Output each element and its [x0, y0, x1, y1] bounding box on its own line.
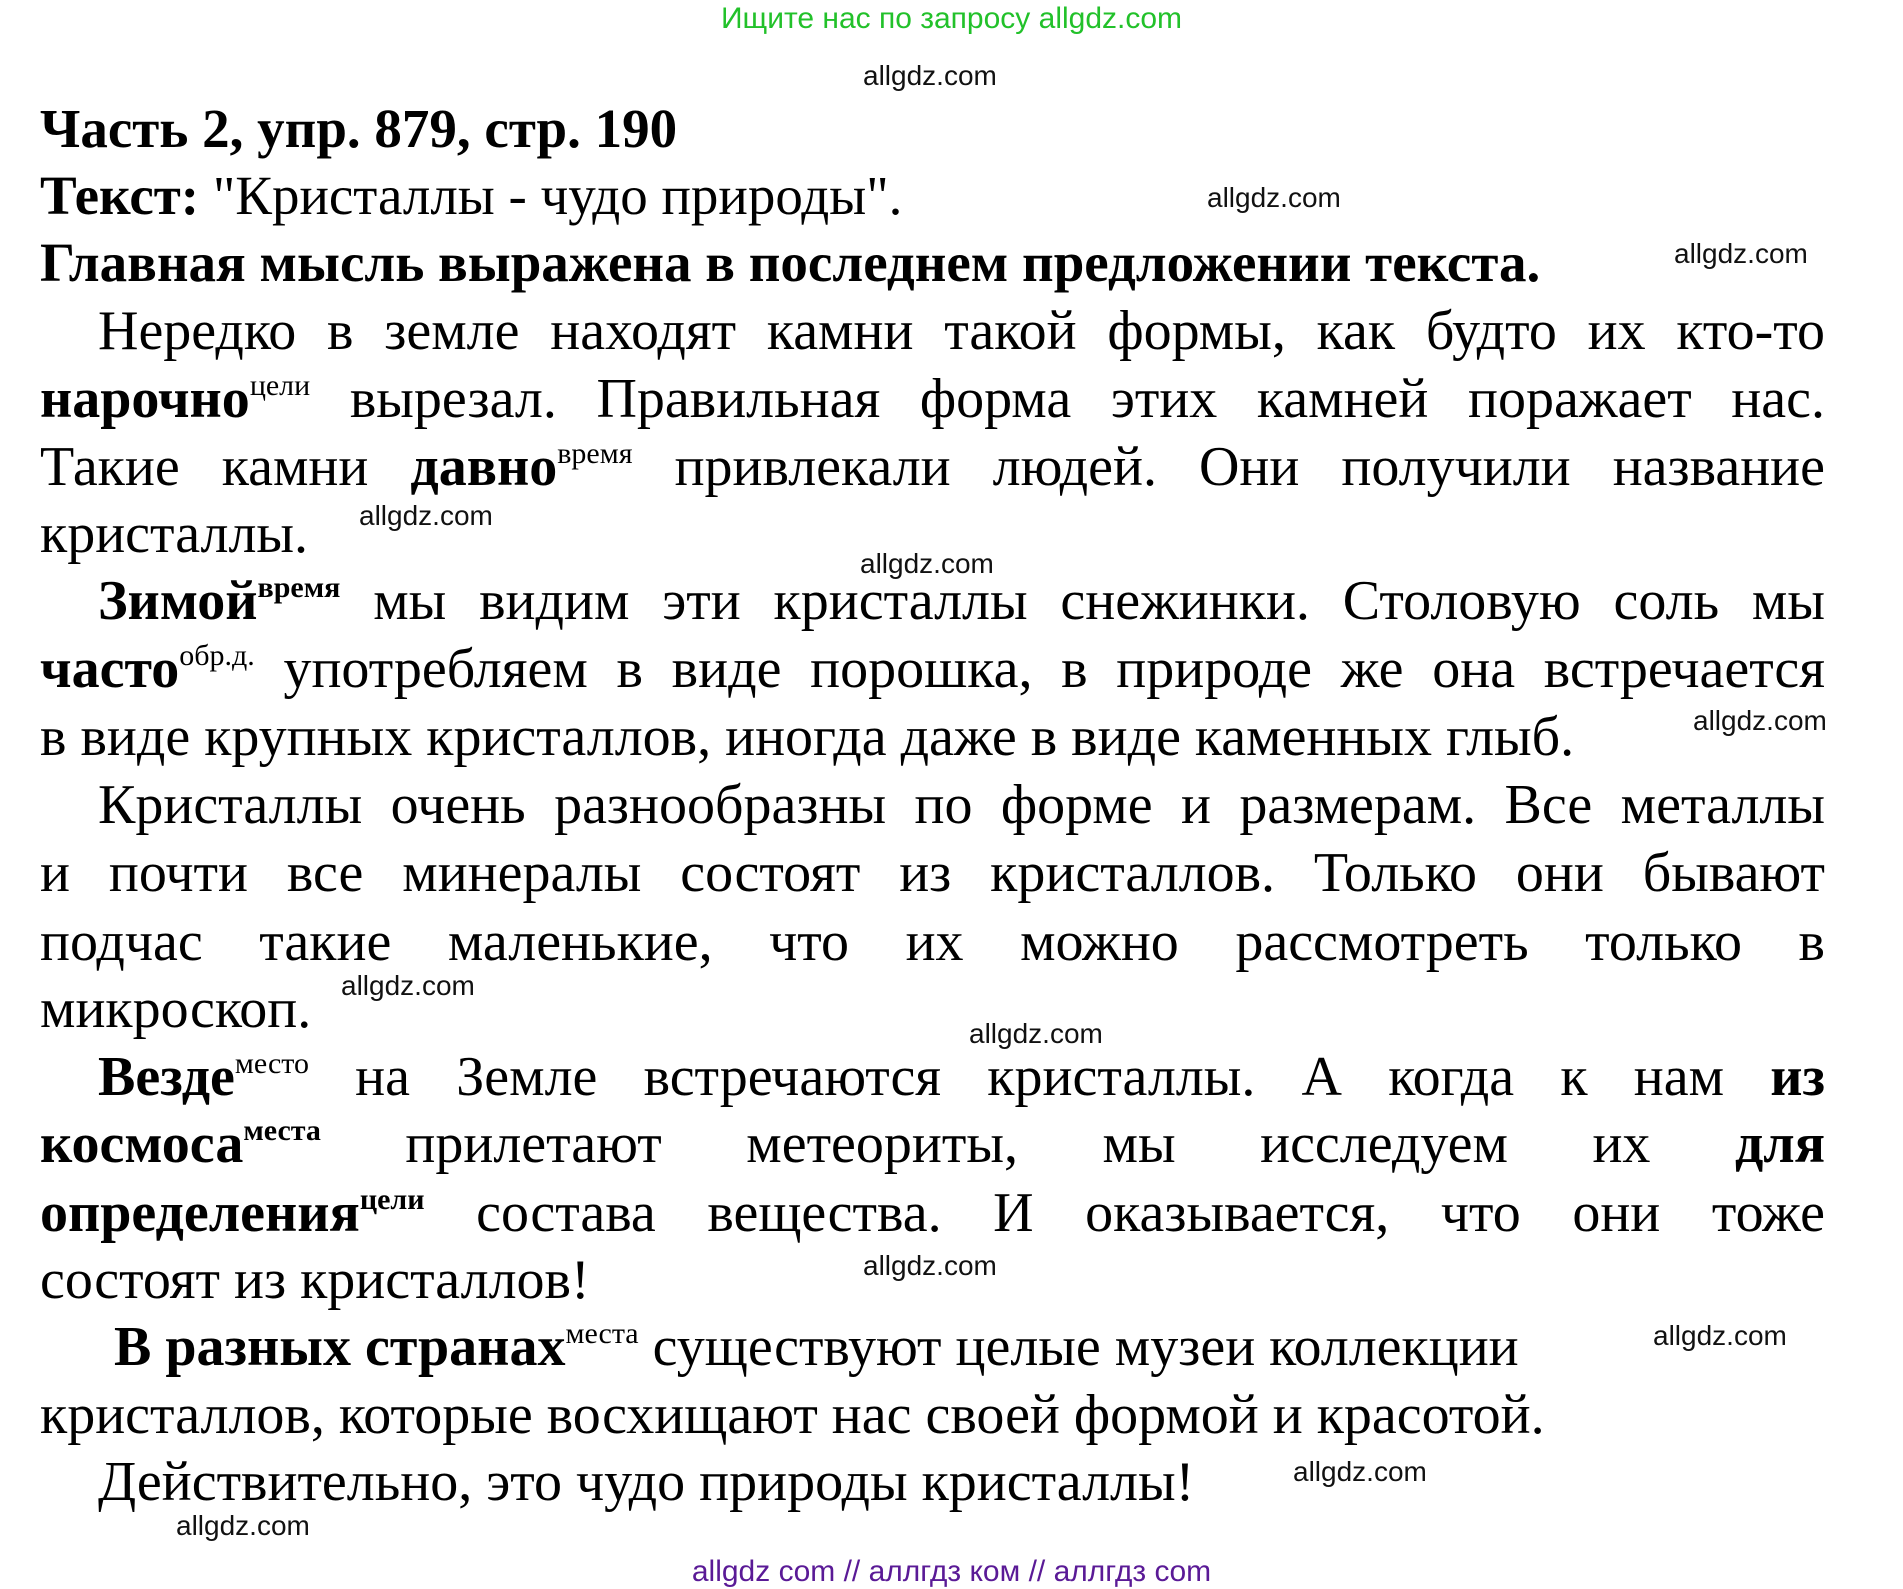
text-name: "Кристаллы - чудо природы". [199, 165, 903, 226]
text-line [40, 1179, 1825, 1247]
watermark: allgdz.com [341, 970, 475, 1001]
watermark: allgdz.com [863, 60, 997, 91]
text-line [40, 975, 1825, 1043]
watermark: allgdz.com [1693, 705, 1827, 736]
text-line [114, 1313, 1825, 1381]
highlighted-word: из [1770, 1046, 1825, 1108]
highlighted-word: нарочно [40, 368, 250, 430]
text-segment: Кристаллы очень разнообразны по форме и размерам. Все металлы [98, 774, 1825, 836]
text-segment: кристаллы. [40, 503, 309, 565]
highlighted-word: космоса [40, 1113, 244, 1175]
highlighted-word: для [1734, 1113, 1825, 1175]
syntactic-annotation: цели [249, 369, 311, 402]
highlighted-word: Зимой [98, 570, 258, 632]
title-text: Часть 2, упр. 879, стр. 190 [40, 98, 678, 159]
watermark: allgdz.com [860, 548, 994, 579]
page-title [40, 95, 677, 163]
text-line [98, 1043, 1825, 1111]
text-label: Текст: [40, 165, 200, 226]
text-line [40, 635, 1825, 703]
text-title [40, 162, 902, 230]
syntactic-annotation: места [565, 1317, 639, 1350]
text-segment: в виде крупных кристаллов, иногда даже в виде каменных глыб. [40, 706, 1575, 768]
text-line [98, 297, 1825, 365]
promo-banner-top[interactable]: Ищите нас по запросу allgdz.com [720, 2, 1183, 35]
watermark: allgdz.com [1674, 238, 1808, 269]
text-line [98, 771, 1825, 839]
text-segment: существуют целые музеи коллекции [638, 1316, 1519, 1378]
text-segment: на Земле встречаются кристаллы. А когда к нам [308, 1046, 1771, 1108]
text-segment: употребляем в виде порошка, в природе же она встречается [254, 638, 1825, 700]
watermark: allgdz.com [359, 500, 493, 531]
main-idea-text: Главная мысль выражена в последнем предложении текста. [40, 232, 1541, 293]
watermark: allgdz.com [1293, 1456, 1427, 1487]
highlighted-word: определения [40, 1182, 360, 1244]
highlighted-word: Везде [98, 1046, 235, 1108]
text-segment: и почти все минералы состоят из кристаллов. Только они бывают [40, 842, 1825, 904]
text-segment: Действительно, это чудо природы кристаллы! [98, 1451, 1195, 1513]
syntactic-annotation: время [557, 437, 633, 470]
text-segment: вырезал. Правильная форма этих камней поражает нас. [310, 368, 1825, 430]
watermark: allgdz.com [1653, 1320, 1787, 1351]
text-line [40, 703, 1825, 771]
text-line [40, 908, 1825, 976]
text-line [40, 1381, 1825, 1449]
text-segment: состоят из кристаллов! [40, 1249, 590, 1311]
syntactic-annotation: цели [359, 1183, 425, 1216]
text-segment: состава вещества. И оказывается, что они тоже [424, 1182, 1825, 1244]
text-segment: прилетают метеориты, мы исследуем их [320, 1113, 1735, 1175]
syntactic-annotation: места [243, 1114, 321, 1147]
text-segment: Такие камни [40, 436, 411, 498]
text-line [40, 365, 1825, 433]
watermark: allgdz.com [969, 1018, 1103, 1049]
highlighted-word: В разных странах [114, 1316, 566, 1378]
syntactic-annotation: обр.д. [179, 639, 255, 672]
text-segment: Нередко в земле находят камни такой формы, как будто их кто-то [98, 300, 1825, 362]
highlighted-word: часто [40, 638, 180, 700]
watermark: allgdz.com [863, 1250, 997, 1281]
promo-banner-bottom[interactable]: allgdz com // аллгдз ком // аллгдз com [691, 1555, 1212, 1588]
text-line [40, 839, 1825, 907]
watermark: allgdz.com [1207, 182, 1341, 213]
syntactic-annotation: время [257, 571, 341, 604]
main-idea [40, 229, 1540, 297]
text-line [40, 433, 1825, 501]
text-segment: подчас такие маленькие, что их можно рассмотреть только в [40, 911, 1825, 973]
text-line [98, 1448, 1825, 1516]
highlighted-word: давно [410, 436, 558, 498]
text-segment: микроскоп. [40, 978, 312, 1040]
watermark: allgdz.com [176, 1510, 310, 1541]
text-segment: мы видим эти кристаллы снежинки. Столовую соль мы [340, 570, 1825, 632]
text-line [40, 1110, 1825, 1178]
text-segment: привлекали людей. Они получили название [632, 436, 1825, 498]
text-segment: кристаллов, которые восхищают нас своей формой и красотой. [40, 1384, 1545, 1446]
syntactic-annotation: место [234, 1047, 309, 1080]
